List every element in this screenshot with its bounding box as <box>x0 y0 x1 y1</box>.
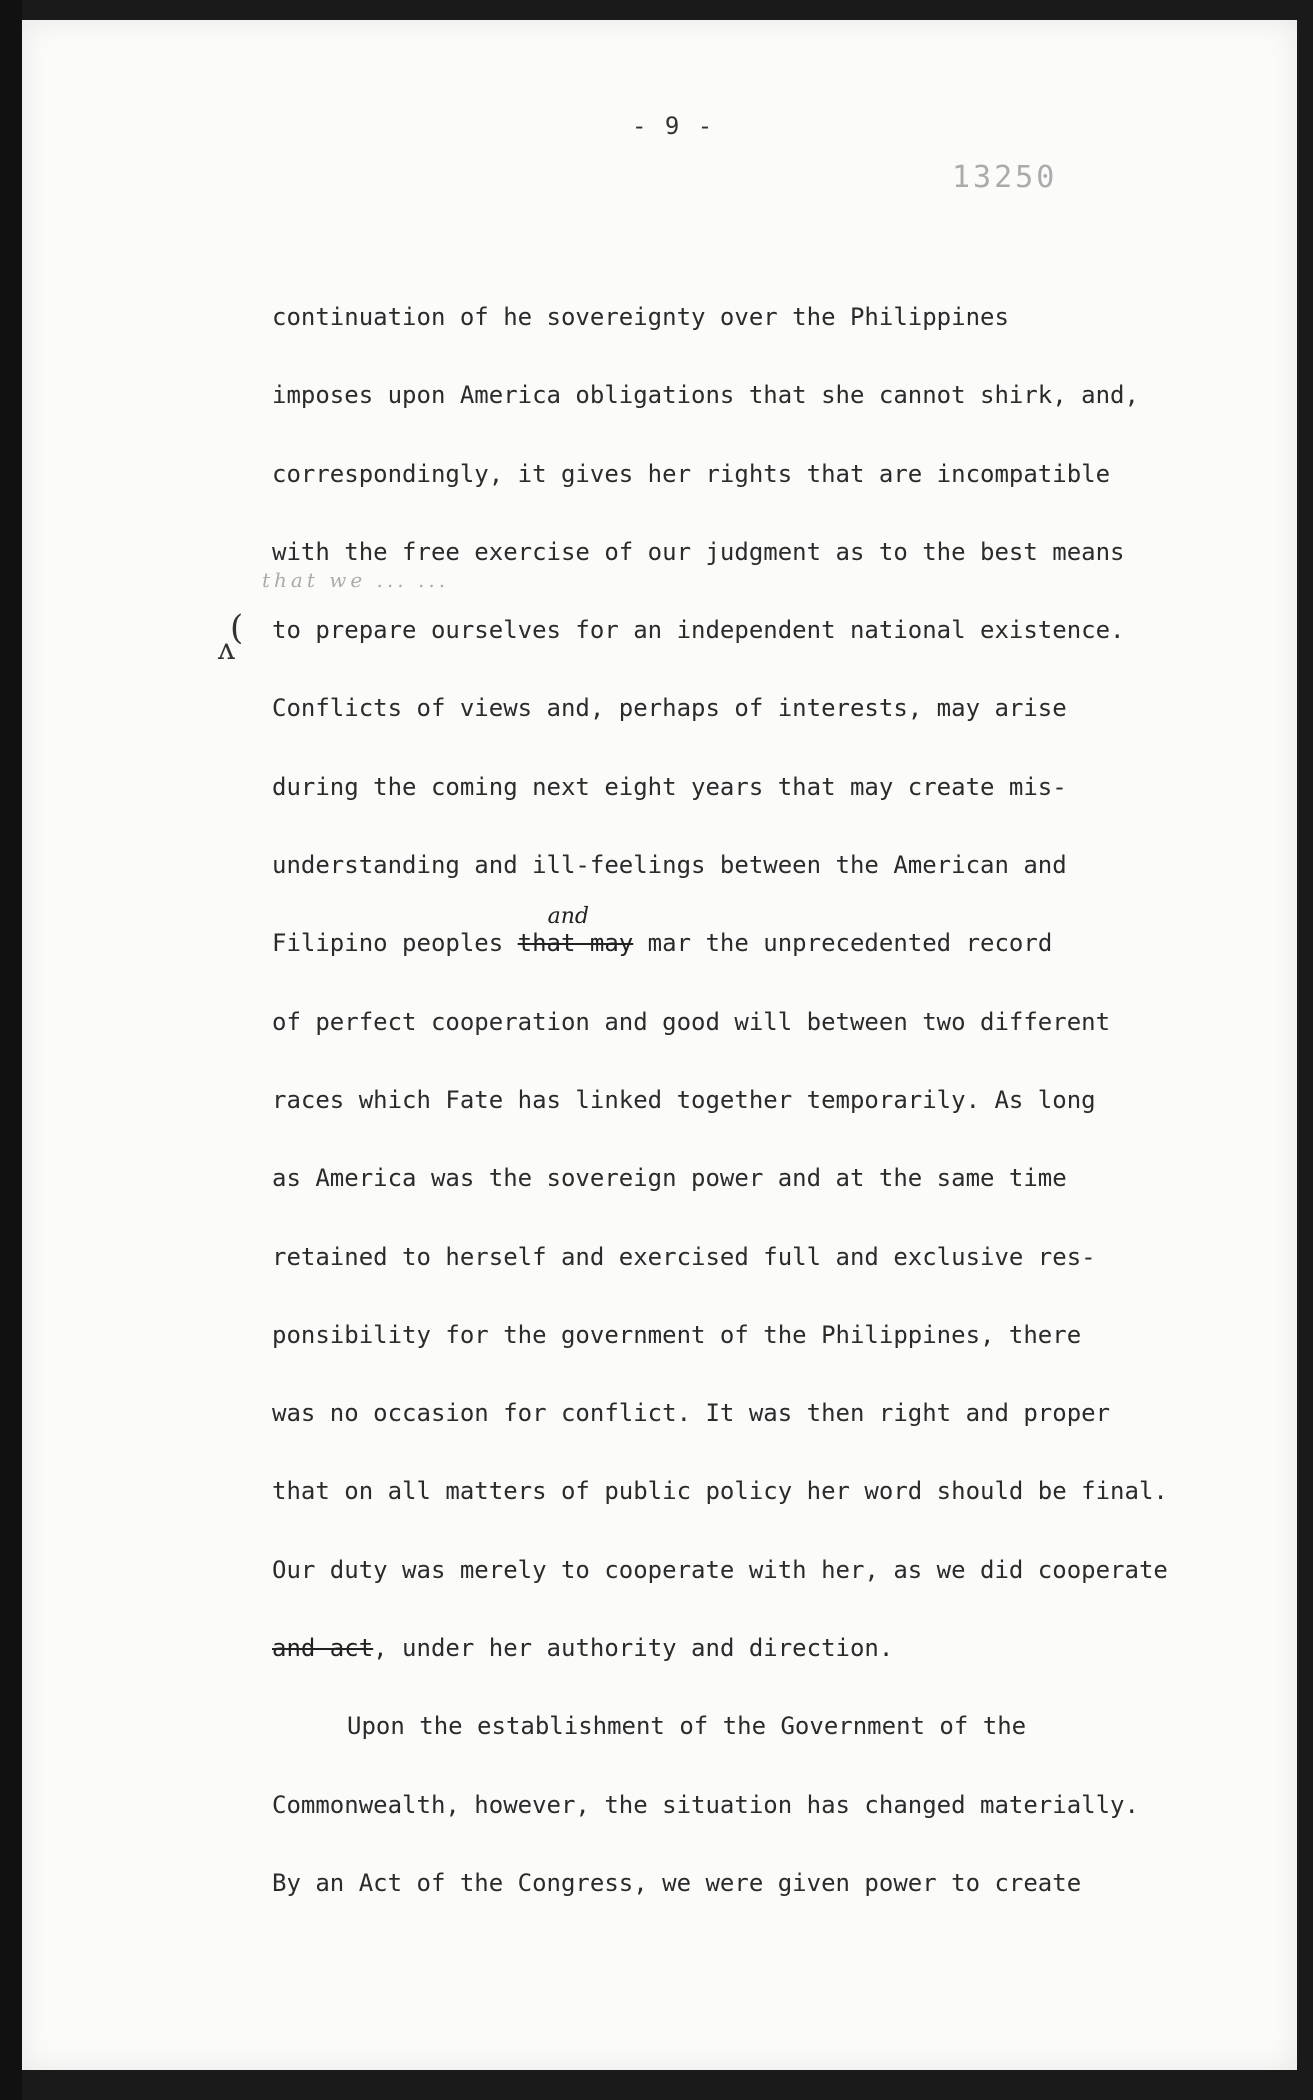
struck-text: that may <box>517 929 634 958</box>
text-line: as America was the sovereign power and at the same time <box>272 1164 1067 1193</box>
text-line: that on all matters of public policy her word should be final. <box>272 1477 1168 1506</box>
text-line: Conflicts of views and, perhaps of interests, may arise <box>272 694 1067 723</box>
text-line: continuation of he sovereignty over the Philippines <box>272 303 1009 331</box>
struck-text: and act <box>272 1634 374 1663</box>
text-line-with-edit <box>272 904 1252 999</box>
scan-left-edge <box>0 0 22 2100</box>
text-line: with the free exercise of our judgment as to the best means <box>272 537 1125 566</box>
text-line: imposes upon America obligations that she cannot shirk, and, <box>272 381 1139 410</box>
text-line: Our duty was merely to cooperate with her, as we did cooperate <box>272 1555 1168 1584</box>
text-line: ponsibility for the government of the Philippines, there <box>272 1320 1082 1349</box>
text-line-with-edit <box>272 1626 1252 1704</box>
text-segment: , under her authority and direction. <box>373 1634 894 1663</box>
text-line: correspondingly, it gives her rights that are incompatible <box>272 459 1111 488</box>
text-line: understanding and ill-feelings between the American and <box>272 851 1067 880</box>
margin-caret-mark: ʌ <box>218 632 235 667</box>
archive-stamp: 13250 <box>952 160 1058 195</box>
text-line: to prepare ourselves for an independent national existence. <box>272 616 1125 645</box>
text-line: of perfect cooperation and good will between two different <box>272 1007 1111 1036</box>
text-segment: mar the unprecedented record <box>633 929 1053 958</box>
edit-insertion <box>517 904 634 965</box>
letter-body <box>272 295 1252 1939</box>
document-page <box>22 20 1297 2070</box>
paragraph-start-line: Upon the establishment of the Government of the <box>347 1712 1027 1741</box>
handwritten-insertion: and <box>547 904 590 930</box>
text-line: Commonwealth, however, the situation has changed materially. <box>272 1790 1139 1819</box>
text-line: By an Act of the Congress, we were given power to create <box>272 1868 1082 1897</box>
text-segment: Filipino peoples <box>272 929 518 958</box>
page-number: - 9 - <box>632 112 715 140</box>
interlinear-smudge: that we ... ... <box>262 568 450 592</box>
margin-bracket-mark: ( <box>230 608 244 648</box>
text-line: was no occasion for conflict. It was then right and proper <box>272 1399 1111 1428</box>
text-line: retained to herself and exercised full and exclusive res- <box>272 1242 1096 1271</box>
text-line: during the coming next eight years that may create mis- <box>272 772 1067 801</box>
text-line: races which Fate has linked together temporarily. As long <box>272 1085 1096 1114</box>
